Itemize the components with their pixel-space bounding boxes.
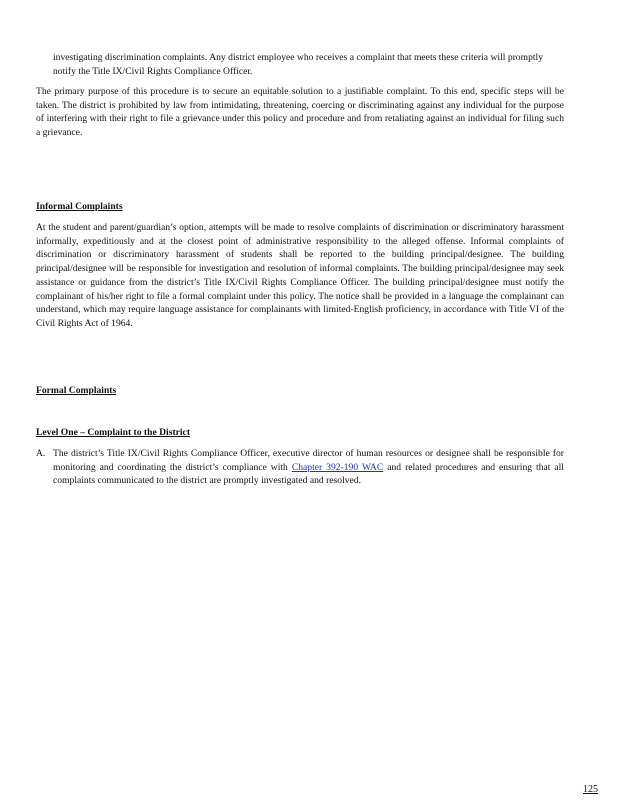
list-item-body — [53, 447, 564, 488]
heading-informal-complaints: Informal Complaints — [36, 201, 123, 212]
item-text-before: The district’s Title IX/Civil Rights Compliance Officer, executive director of human resources or designee shall be responsible for monitoring and coordinating the district’s compliance with — [53, 448, 564, 473]
item-text-after: and related procedures and ensuring that all complaints communicated to the district are promptly investigated and resolved. — [53, 461, 564, 487]
list-marker: A. — [36, 448, 46, 459]
heading-formal-complaints: Formal Complaints — [36, 385, 117, 396]
list-item-a — [36, 447, 564, 488]
paragraph-continuation: investigating discrimination complaints. Any district employee who receives a complaint that meets these criteria will promptly notify the Title IX/Civil Rights Compliance Officer. — [53, 52, 543, 77]
paragraph-purpose: The primary purpose of this procedure is to secure an equitable solution to a justifiable complaint. To this end, specific steps will be taken. The district is prohibited by law from intimidating, threatening, coercing or discriminating against any individual for the purpose of interfering with their right to file a grievance under this policy and procedure and from retaliating against an individual for filing such a grievance. — [36, 86, 564, 139]
heading-level-one: Level One – Complaint to the District — [36, 427, 191, 438]
page-number: 125 — [583, 784, 598, 795]
wac-chapter-link[interactable]: Chapter 392-190 WAC — [291, 461, 384, 473]
paragraph-informal-complaints: At the student and parent/guardian’s option, attempts will be made to resolve complaints of discrimination or discriminatory harassment informally, expeditiously and at the closest point of administrative responsibility to the alleged offense. Informal complaints of discrimination or discriminatory harassment of students shall be reported to the building principal/designee. The building principal/designee will be responsible for investigation and resolution of informal complaints. The building principal/designee may seek assistance or guidance from the district’s Title IX/Civil Rights Compliance Officer. The building principal/designee must notify the complainant of his/her right to file a formal complaint under this policy. The notice shall be provided in a language the complainant can understand, which may require language assistance for complainants with limited-English proficiency, in accordance with Title VI of the Civil Rights Act of 1964. — [36, 222, 564, 329]
